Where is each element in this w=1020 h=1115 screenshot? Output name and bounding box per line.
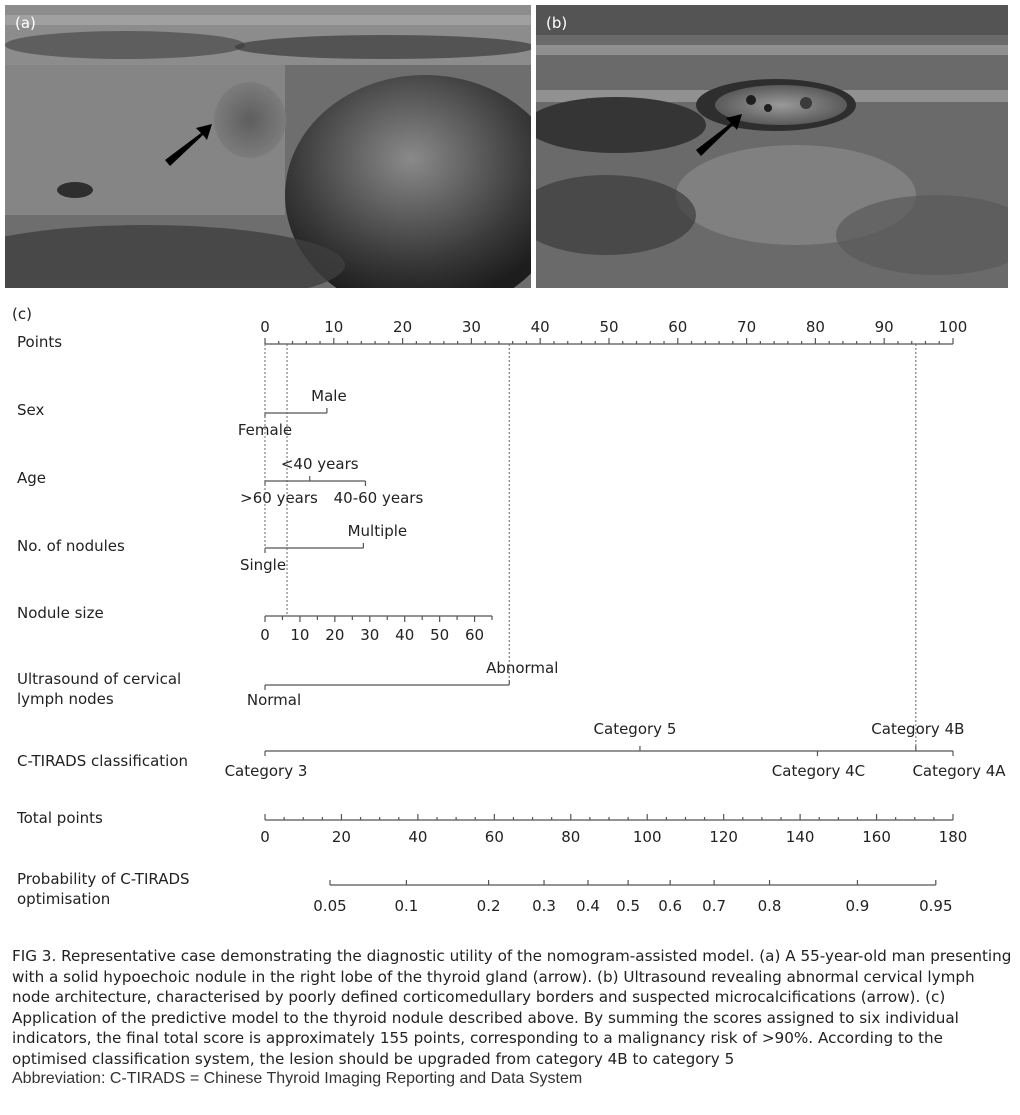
variable-label-ultrasound-of-cervical-lymph-nodes: Ultrasound of cervical <box>17 670 182 688</box>
variable-label-total-points: Total points <box>17 809 103 827</box>
nodule-size-tick-label: 20 <box>325 626 345 644</box>
no-of-nodules-level-single: Single <box>239 556 287 574</box>
points-tick-label: 20 <box>393 318 413 336</box>
variable-label-probability-of-c-tirads-optimisation: Probability of C-TIRADS <box>17 870 190 888</box>
probability-tick-label-0-7: 0.7 <box>702 897 727 915</box>
points-tick-label: 0 <box>260 318 270 336</box>
variable-label-no-of-nodules: No. of nodules <box>17 537 125 555</box>
total-points-tick-label: 120 <box>709 828 738 846</box>
variable-label-points: Points <box>17 333 63 351</box>
total-points-tick-label: 100 <box>632 828 662 846</box>
points-tick-label: 10 <box>324 318 344 336</box>
points-tick-label: 30 <box>461 318 481 336</box>
age-level-40-60-years: 40-60 years <box>333 489 424 507</box>
c-tirads-classification-level-category-4c: Category 4C <box>771 762 866 780</box>
total-points-tick-label: 80 <box>561 828 581 846</box>
sex-level-male: Male <box>311 387 347 405</box>
no-of-nodules-level-multiple: Multiple <box>347 522 408 540</box>
panel-b-label: (b) <box>546 14 568 32</box>
figure-caption <box>12 946 1012 1090</box>
ultrasound-image-b <box>536 5 1008 288</box>
points-tick-label: 100 <box>938 318 968 336</box>
variable-label-nodule-size: Nodule size <box>17 604 104 622</box>
points-tick-label: 90 <box>874 318 894 336</box>
probability-tick-label-0-8: 0.8 <box>757 897 782 915</box>
nodule-size-tick-label: 50 <box>430 626 450 644</box>
ultrasound-a-drawing <box>5 5 531 288</box>
probability-tick-label-0-2: 0.2 <box>476 897 501 915</box>
variable-label-probability-of-c-tirads-optimisation-cont: optimisation <box>17 890 111 908</box>
points-tick-label: 70 <box>737 318 757 336</box>
points-tick-label: 80 <box>805 318 825 336</box>
points-tick-label: 50 <box>599 318 619 336</box>
probability-tick-label-0-9: 0.9 <box>845 897 870 915</box>
variable-label-ultrasound-of-cervical-lymph-nodes-cont: lymph nodes <box>17 690 114 708</box>
probability-tick-label-0-95: 0.95 <box>919 897 953 915</box>
ultrasound-b-drawing <box>536 5 1008 288</box>
total-points-tick-label: 0 <box>260 828 270 846</box>
probability-tick-label-0-3: 0.3 <box>532 897 556 915</box>
panel-a-label: (a) <box>15 14 36 32</box>
total-points-tick-label: 60 <box>484 828 504 846</box>
probability-tick-label-0-1: 0.1 <box>394 897 419 915</box>
c-tirads-classification-level-category-5: Category 5 <box>593 720 677 738</box>
age-level-60-years: >60 years <box>240 489 318 507</box>
ultrasound-image-a <box>5 5 531 288</box>
probability-tick-label-0-5: 0.5 <box>616 897 641 915</box>
variable-label-c-tirads-classification: C-TIRADS classification <box>17 752 189 770</box>
nodule-size-tick-label: 10 <box>290 626 310 644</box>
c-tirads-classification-level-category-4a: Category 4A <box>912 762 1006 780</box>
total-points-tick-label: 40 <box>408 828 428 846</box>
abbreviation-note: Abbreviation: C-TIRADS = Chinese Thyroid Imaging Reporting and Data System <box>12 1070 583 1087</box>
probability-tick-label-0-4: 0.4 <box>576 897 600 915</box>
points-tick-label: 40 <box>530 318 550 336</box>
c-tirads-classification-level-category-3: Category 3 <box>224 762 308 780</box>
thyroid-nodule <box>214 82 286 158</box>
nodule-size-tick-label: 60 <box>465 626 485 644</box>
total-points-tick-label: 160 <box>862 828 891 846</box>
panel-c-label: (c) <box>12 305 32 323</box>
ultrasound-of-cervical-lymph-nodes-level-normal: Normal <box>246 691 302 709</box>
points-tick-label: 60 <box>668 318 688 336</box>
nodule-size-tick-label: 40 <box>395 626 415 644</box>
ultrasound-of-cervical-lymph-nodes-level-abnormal: Abnormal <box>486 659 559 677</box>
nomogram-chart <box>0 298 1020 923</box>
caption-text: FIG 3. Representative case demonstrating the diagnostic utility of the nomogram-assisted model. (a) A 55-year-old man presenting with a solid hypoechoic nodule in the right lobe of the thyroid gland (arrow). (b) Ultrasound revealing abnormal cervical lymph node architecture, characterised by poorly defined corticomedullary borders and suspected microcalcifications (arrow). (c) Application of the predictive model to the thyroid nodule described above. By summing the scores assigned to six individual indicators, the final total score is approximately 155 points, corresponding to a malignancy risk of >90%. According to the optimised classification system, the lesion should be upgraded from category 4B to category 5 <box>12 947 1012 1068</box>
probability-tick-label-0-6: 0.6 <box>658 897 683 915</box>
nodule-size-tick-label: 0 <box>260 626 270 644</box>
total-points-tick-label: 140 <box>785 828 815 846</box>
total-points-tick-label: 180 <box>938 828 968 846</box>
variable-label-age: Age <box>17 469 47 487</box>
age-level-40-years: <40 years <box>280 455 359 473</box>
nodule-size-tick-label: 30 <box>360 626 380 644</box>
probability-tick-label-0-05: 0.05 <box>313 897 347 915</box>
c-tirads-classification-level-category-4b: Category 4B <box>871 720 965 738</box>
sex-level-female: Female <box>237 421 293 439</box>
variable-label-sex: Sex <box>17 401 45 419</box>
total-points-tick-label: 20 <box>331 828 351 846</box>
